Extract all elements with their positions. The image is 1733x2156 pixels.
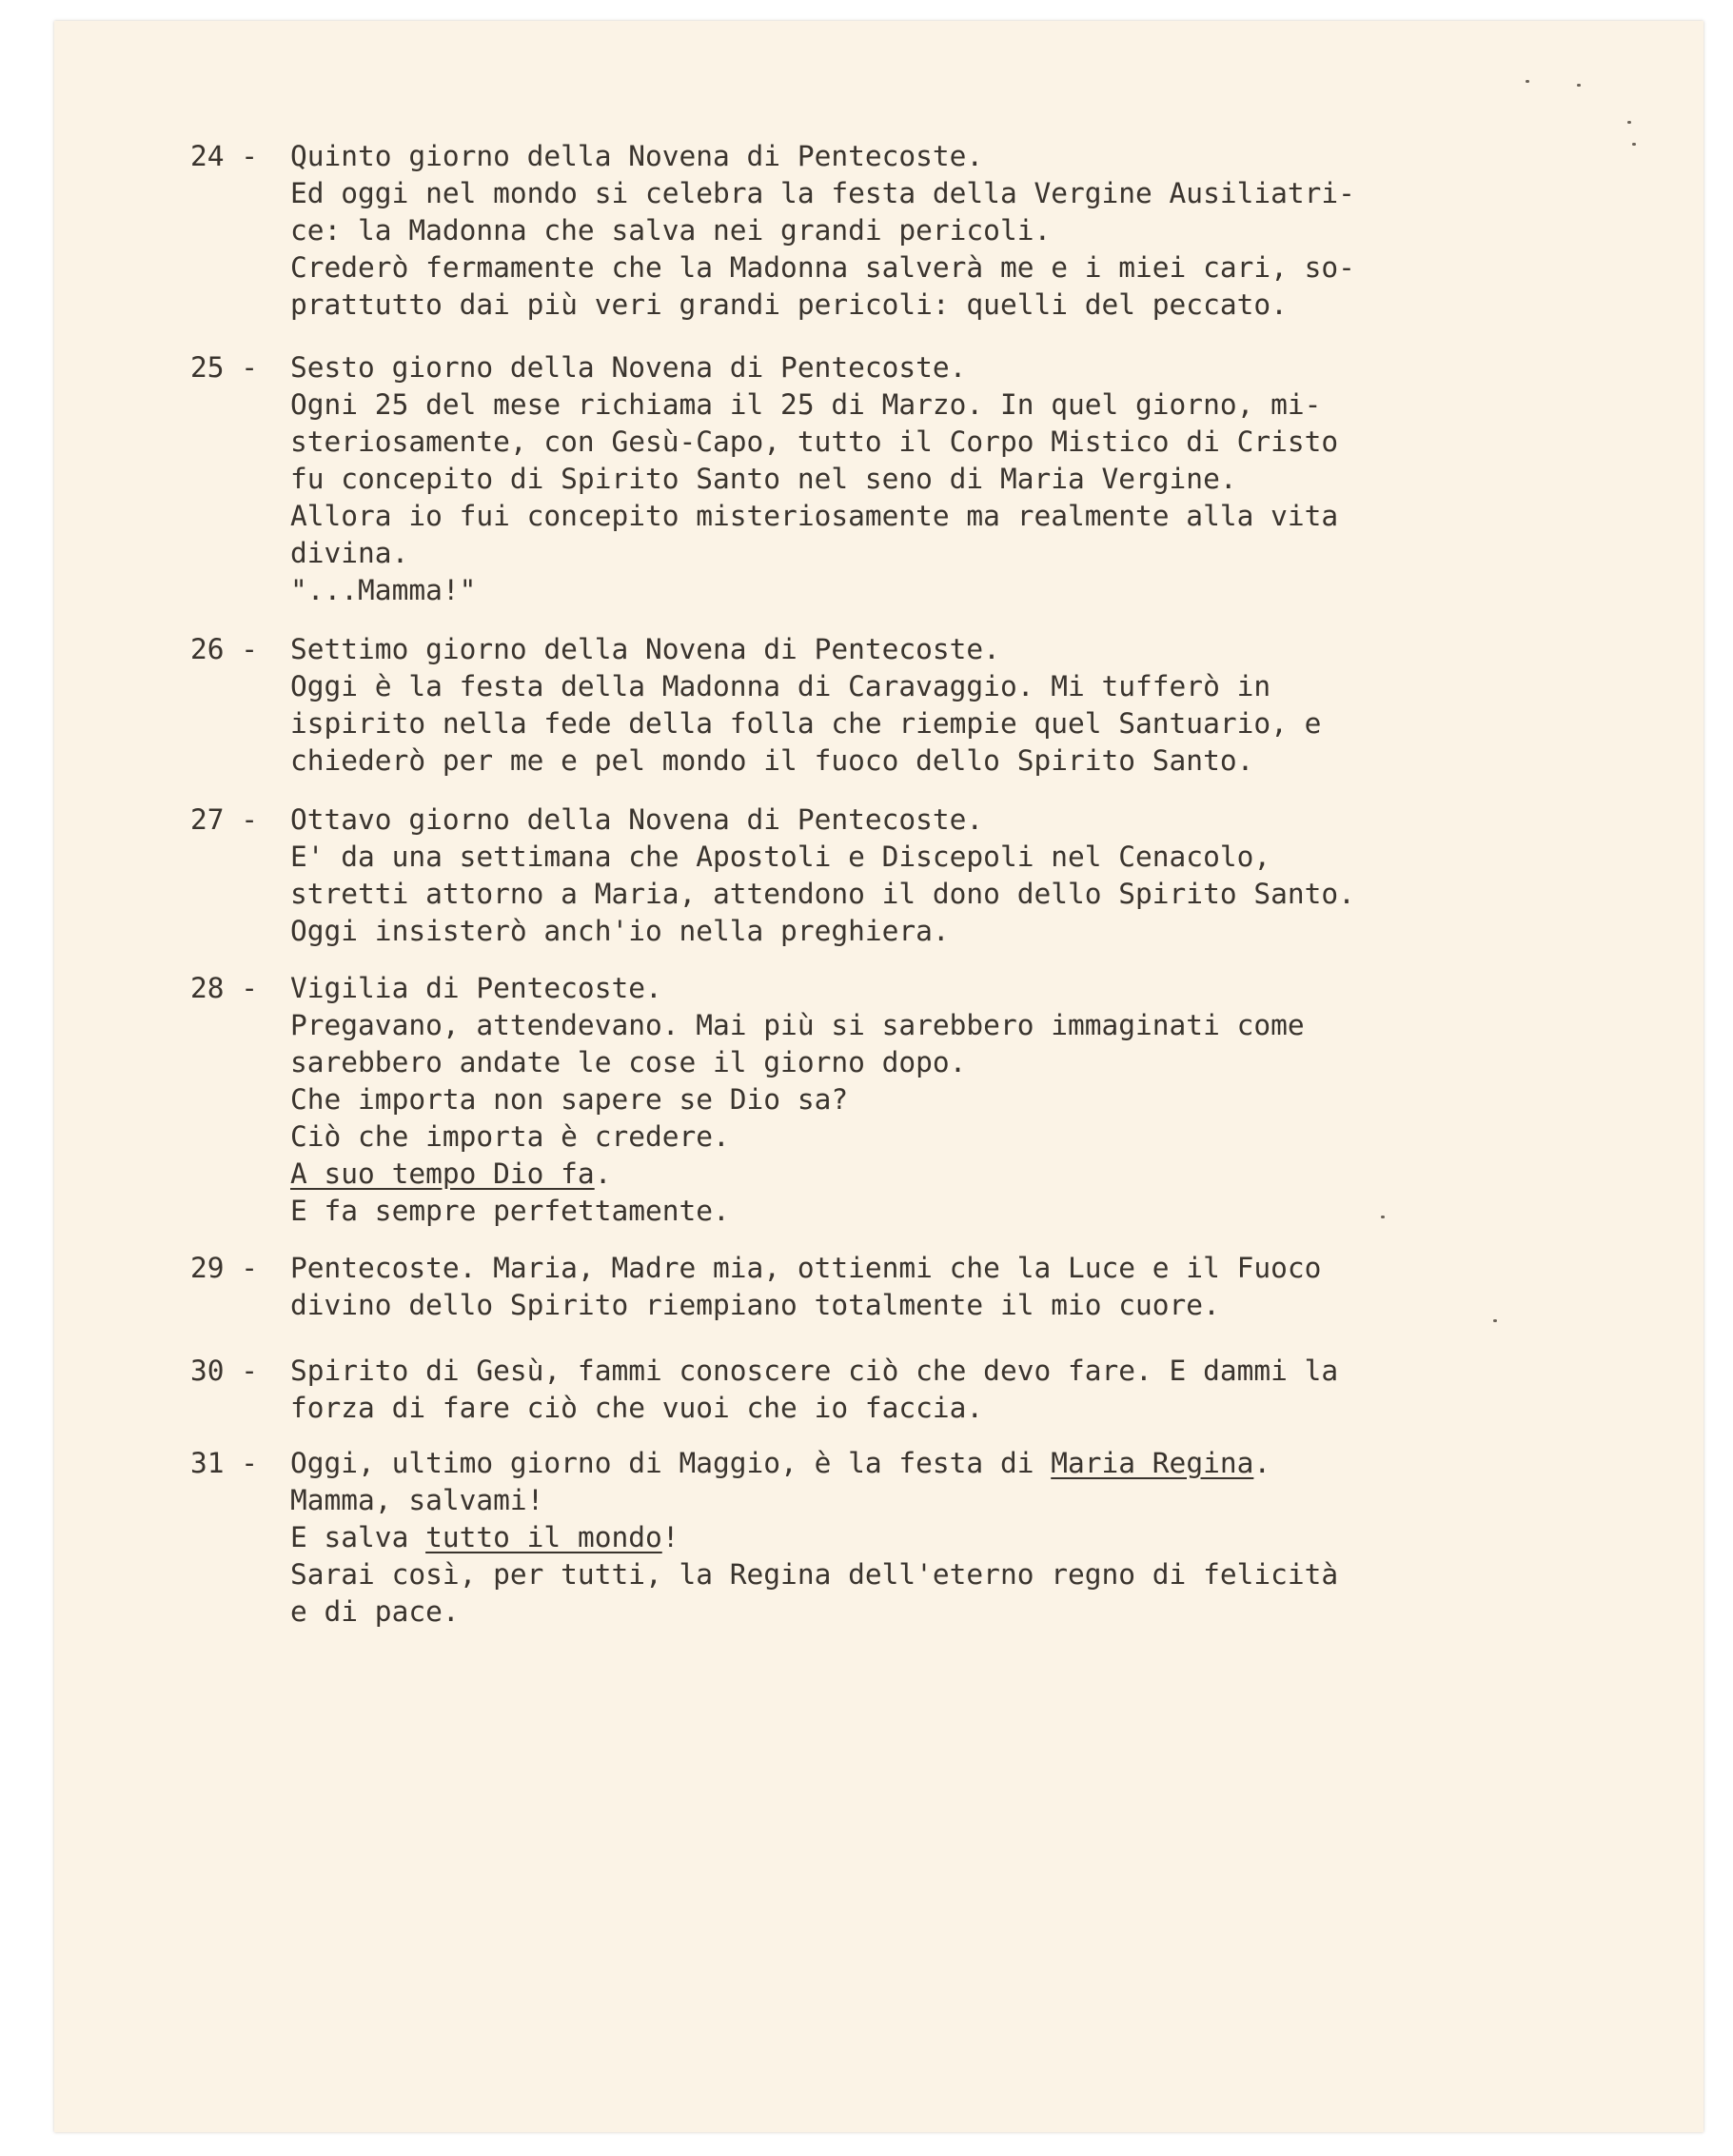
ink-speck [1627, 121, 1631, 124]
line-text: stretti attorno a Maria, attendono il dono dello Spirito Santo. [290, 878, 1355, 910]
entry-line [290, 498, 1561, 535]
entry-line [290, 249, 1561, 287]
line-text: Pentecoste. Maria, Madre mia, ottienmi che la Luce e il Fuoco [290, 1252, 1322, 1284]
entry-line [290, 1519, 1561, 1556]
entry-body [290, 631, 1561, 780]
entry-body [290, 970, 1561, 1230]
line-text: Quinto giorno della Novena di Pentecoste. [290, 140, 984, 172]
line-text: . [594, 1157, 612, 1190]
ink-speck [1632, 143, 1636, 146]
entry-line [290, 876, 1561, 913]
line-text: E salva [290, 1521, 426, 1553]
diary-entry [190, 138, 1561, 324]
line-text: . [1253, 1447, 1271, 1479]
ink-speck [1526, 80, 1529, 83]
entry-line [290, 1193, 1561, 1230]
line-text: Oggi è la festa della Madonna di Caravaggio. Mi tufferò in [290, 670, 1271, 702]
entry-day-number: 28 - [190, 972, 259, 1004]
line-text: Ed oggi nel mondo si celebra la festa della Vergine Ausiliatri- [290, 177, 1355, 209]
entry-body [290, 1353, 1561, 1427]
entry-day-number: 27 - [190, 803, 259, 836]
entry-line [290, 839, 1561, 876]
entry-line [290, 1250, 1561, 1287]
diary-entry [190, 1353, 1561, 1427]
line-text: ispirito nella fede della folla che riempie quel Santuario, e [290, 707, 1322, 740]
diary-entry [190, 349, 1561, 609]
diary-entry [190, 1445, 1561, 1631]
line-text: Che importa non sapere se Dio sa? [290, 1083, 849, 1116]
entry-line [290, 1118, 1561, 1156]
entry-line [290, 913, 1561, 950]
entry-line [290, 742, 1561, 780]
entry-day-number: 30 - [190, 1355, 259, 1387]
entry-line [290, 572, 1561, 609]
line-text: Allora io fui concepito misteriosamente ma realmente alla vita [290, 500, 1339, 532]
ink-speck [1577, 84, 1581, 87]
line-text: Crederò fermamente che la Madonna salverà me e i miei cari, so- [290, 251, 1355, 284]
entry-body [290, 1445, 1561, 1631]
entry-body [290, 1250, 1561, 1324]
line-text: E' da una settimana che Apostoli e Discepoli nel Cenacolo, [290, 841, 1271, 873]
entry-line [290, 1007, 1561, 1044]
entry-line [290, 1044, 1561, 1081]
entry-line [290, 1593, 1561, 1631]
line-text: Ogni 25 del mese richiama il 25 di Marzo. In quel giorno, mi- [290, 388, 1322, 421]
entry-line [290, 138, 1561, 175]
entry-line [290, 386, 1561, 424]
line-text: ce: la Madonna che salva nei grandi pericoli. [290, 214, 1052, 247]
line-text: Oggi insisterò anch'io nella preghiera. [290, 915, 950, 947]
entry-line [290, 1287, 1561, 1324]
line-text: Mamma, salvami! [290, 1484, 544, 1516]
diary-entry [190, 1250, 1561, 1324]
underlined-text: tutto il mondo [425, 1521, 662, 1553]
line-text: Spirito di Gesù, fammi conoscere ciò che devo fare. E dammi la [290, 1355, 1339, 1387]
entry-body [290, 138, 1561, 324]
line-text: Oggi, ultimo giorno di Maggio, è la festa di [290, 1447, 1052, 1479]
line-text: sarebbero andate le cose il giorno dopo. [290, 1046, 967, 1078]
entry-day-number: 26 - [190, 633, 259, 665]
entry-line [290, 1081, 1561, 1118]
line-text: Settimo giorno della Novena di Pentecoste. [290, 633, 1000, 665]
entry-line [290, 631, 1561, 668]
diary-entry [190, 801, 1561, 950]
entry-line [290, 424, 1561, 461]
line-text: e di pace. [290, 1595, 460, 1628]
line-text: Ciò che importa è credere. [290, 1120, 730, 1153]
line-text: "...Mamma!" [290, 574, 477, 606]
entry-line [290, 1353, 1561, 1390]
entry-line [290, 1556, 1561, 1593]
entry-line [290, 668, 1561, 705]
entry-day-number: 24 - [190, 140, 259, 172]
line-text: ! [661, 1521, 679, 1553]
line-text: Vigilia di Pentecoste. [290, 972, 662, 1004]
line-text: E fa sempre perfettamente. [290, 1195, 730, 1227]
diary-entry [190, 970, 1561, 1230]
line-text: fu concepito di Spirito Santo nel seno di Maria Vergine. [290, 463, 1237, 495]
entry-line [290, 1445, 1561, 1482]
entry-line [290, 287, 1561, 324]
underlined-text: A suo tempo Dio fa [290, 1157, 595, 1190]
line-text: divina. [290, 537, 409, 569]
entry-day-number: 31 - [190, 1447, 259, 1479]
line-text: chiederò per me e pel mondo il fuoco dello Spirito Santo. [290, 744, 1254, 777]
entry-line [290, 705, 1561, 742]
entry-day-number: 25 - [190, 351, 259, 384]
underlined-text: Maria Regina [1051, 1447, 1254, 1479]
entry-line [290, 535, 1561, 572]
entry-line [290, 1390, 1561, 1427]
entry-body [290, 349, 1561, 609]
entry-line [290, 801, 1561, 839]
line-text: Pregavano, attendevano. Mai più si sarebbero immaginati come [290, 1009, 1305, 1041]
line-text: prattutto dai più veri grandi pericoli: quelli del peccato. [290, 288, 1288, 321]
entry-line [290, 349, 1561, 386]
entry-line [290, 461, 1561, 498]
entry-body [290, 801, 1561, 950]
line-text: steriosamente, con Gesù-Capo, tutto il Corpo Mistico di Cristo [290, 425, 1339, 458]
line-text: Sarai così, per tutti, la Regina dell'eterno regno di felicità [290, 1558, 1339, 1591]
entry-line [290, 970, 1561, 1007]
line-text: Sesto giorno della Novena di Pentecoste. [290, 351, 967, 384]
diary-entry [190, 631, 1561, 780]
entry-line [290, 175, 1561, 212]
entry-day-number: 29 - [190, 1252, 259, 1284]
line-text: divino dello Spirito riempiano totalmente il mio cuore. [290, 1289, 1220, 1321]
line-text: forza di fare ciò che vuoi che io faccia. [290, 1392, 984, 1424]
entry-line [290, 1482, 1561, 1519]
line-text: Ottavo giorno della Novena di Pentecoste. [290, 803, 984, 836]
entry-line [290, 1156, 1561, 1193]
entry-line [290, 212, 1561, 249]
